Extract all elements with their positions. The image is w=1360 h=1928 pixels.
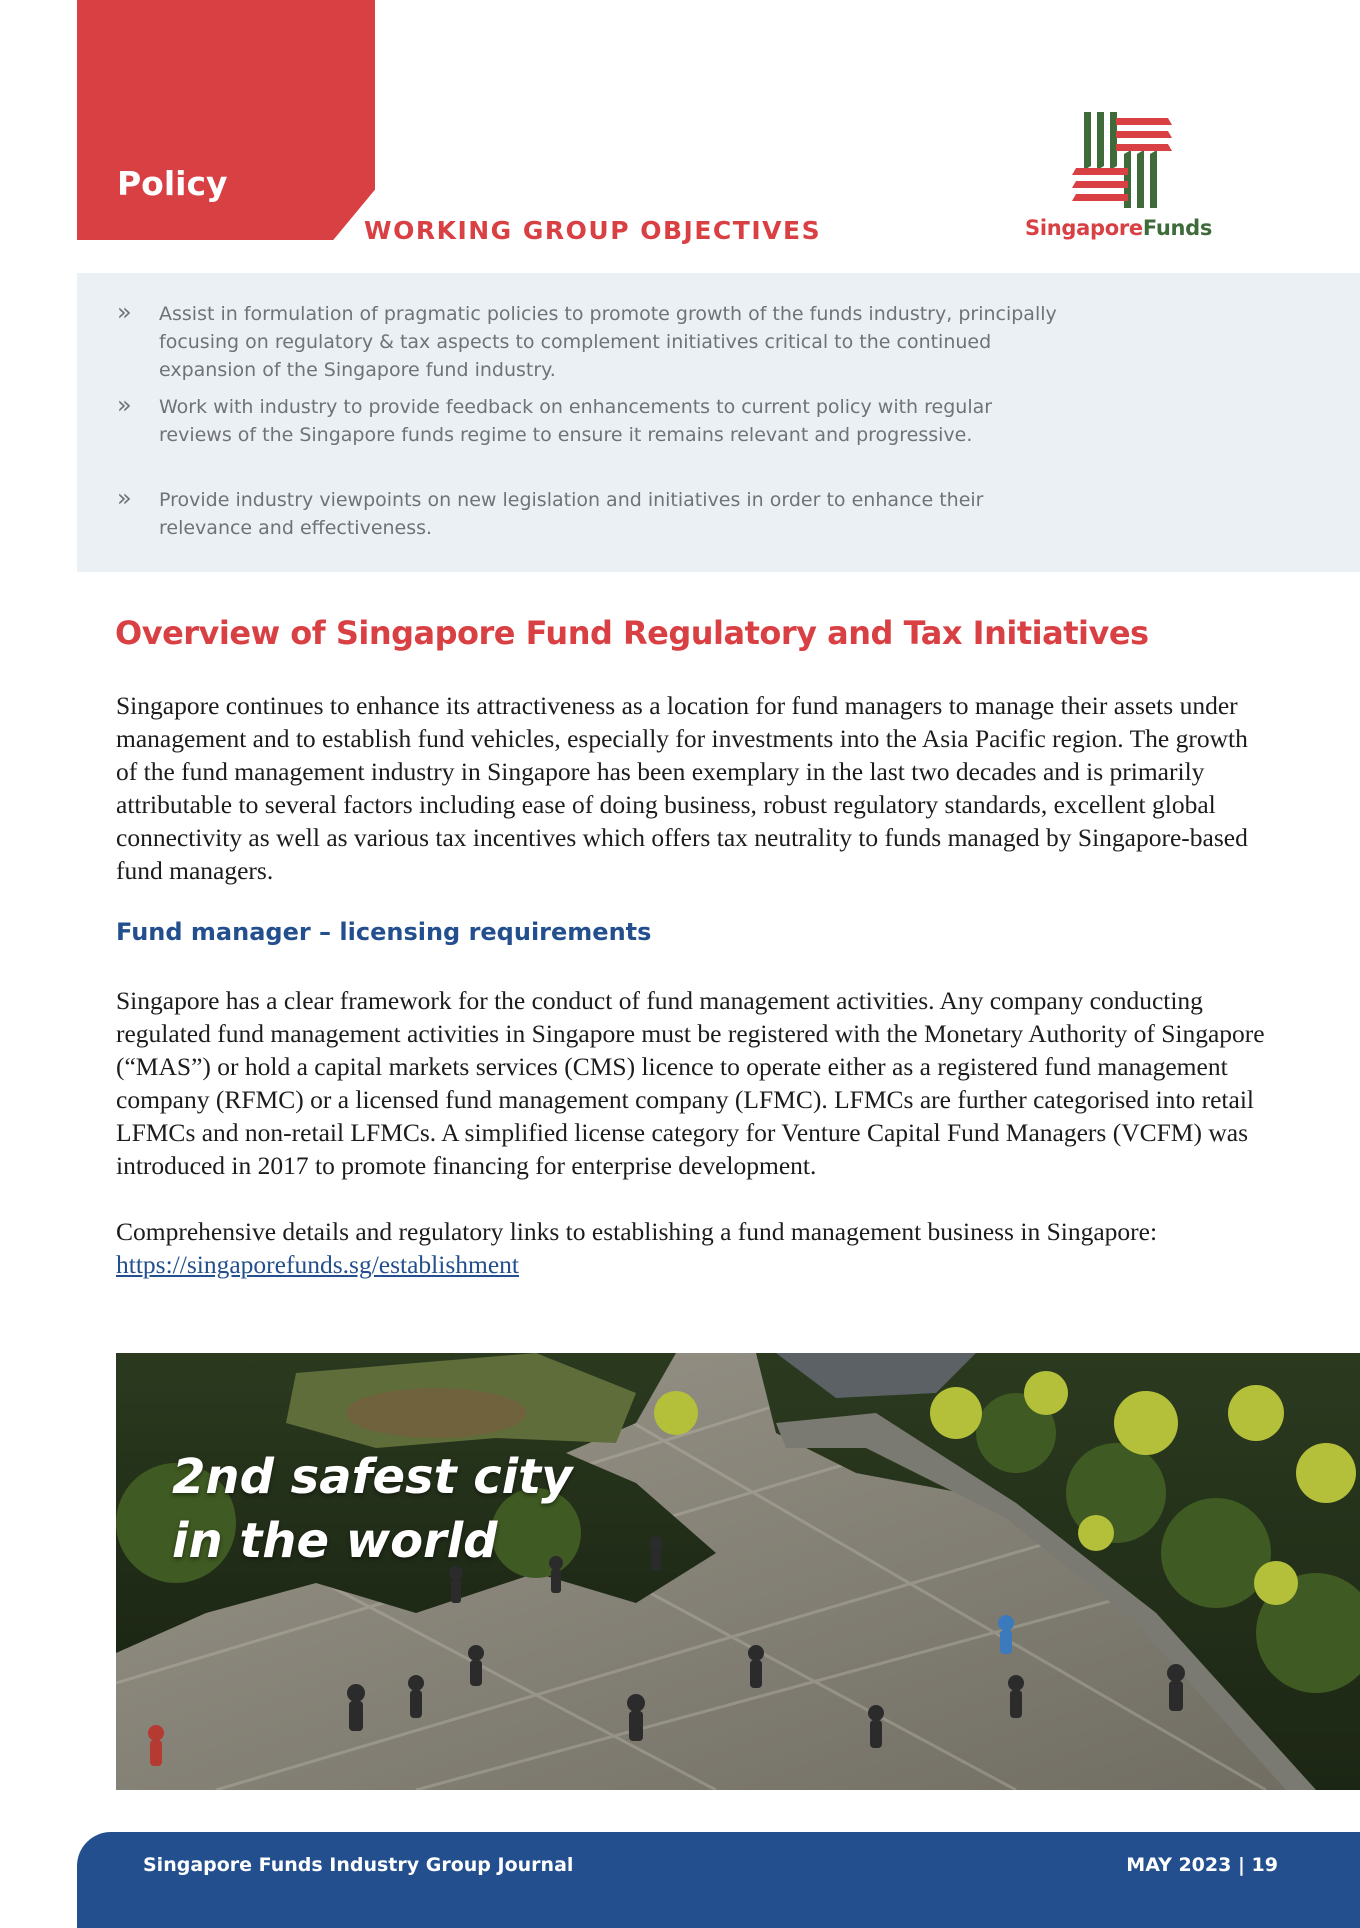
issue-info [1126, 1854, 1278, 1876]
caption-line: 2nd safest city [172, 1449, 573, 1505]
licensing-heading: Fund manager – licensing requirements [116, 918, 652, 946]
objective-text: Assist in formulation of pragmatic policies to promote growth of the funds industry, principally focusing on regulatory & tax aspects to complement initiatives critical to the continued expansion of the Singapore fund industry. [159, 303, 1057, 381]
bullet-chevron-icon: » [117, 484, 132, 512]
bullet-chevron-icon: » [117, 298, 132, 326]
objective-text: Work with industry to provide feedback on enhancements to current policy with regular reviews of the Singapore funds regime to ensure it remains relevant and progressive. [159, 396, 993, 446]
section-label: Policy [117, 164, 228, 203]
details-text: Comprehensive details and regulatory links to establishing a fund management business in Singapore: [116, 1217, 1158, 1246]
journal-title: Singapore Funds Industry Group Journal [143, 1854, 574, 1876]
objective-text: Provide industry viewpoints on new legislation and initiatives in order to enhance their relevance and effectiveness. [159, 489, 984, 539]
logo-wordmark [1025, 216, 1212, 240]
garden-photo [116, 1353, 1360, 1790]
page-footer [77, 1832, 1360, 1928]
page-number: 19 [1251, 1854, 1278, 1876]
overview-heading: Overview of Singapore Fund Regulatory and Tax Initiatives [115, 614, 1149, 652]
section-tab [77, 0, 375, 240]
logo-text-funds: Funds [1142, 216, 1213, 240]
overview-paragraph: Singapore continues to enhance its attractiveness as a location for fund managers to manage their assets under management and to establish fund vehicles, especially for investments into the Asia Pacific region. The growth of the fund management industry in Singapore has been exemplary in the last two decades and is primarily attributable to several factors including ease of doing business, robust regulatory standards, excellent global connectivity as well as various tax incentives which offers tax neutrality to funds managed by Singapore-based fund managers. [116, 691, 1248, 885]
logo-text-singapore: Singapore [1025, 216, 1143, 240]
objectives-panel [77, 273, 1360, 572]
objectives-title: WORKING GROUP OBJECTIVES [364, 216, 822, 245]
licensing-paragraph: Singapore has a clear framework for the conduct of fund management activities. Any company conducting regulated fund management activities in Singapore must be registered with the Monetary Authority of Singapore (“MAS”) or hold a capital markets services (CMS) licence to operate either as a registered fund management company (RFMC) or a licensed fund management company (LFMC). LFMCs are further categorised into retail LFMCs and non-retail LFMCs. A simplified license category for Venture Capital Fund Managers (VCFM) was introduced in 2017 to promote financing for enterprise development. [116, 986, 1265, 1180]
details-paragraph [116, 1215, 1266, 1281]
establishment-link[interactable]: https://singaporefunds.sg/establishment [116, 1250, 520, 1279]
caption-line: in the world [172, 1513, 498, 1569]
singapore-funds-logo-icon [1072, 108, 1174, 210]
issue-date: MAY 2023 [1126, 1854, 1232, 1876]
photo-caption [172, 1445, 692, 1573]
footer-separator: | [1237, 1854, 1245, 1876]
bullet-chevron-icon: » [117, 391, 132, 419]
